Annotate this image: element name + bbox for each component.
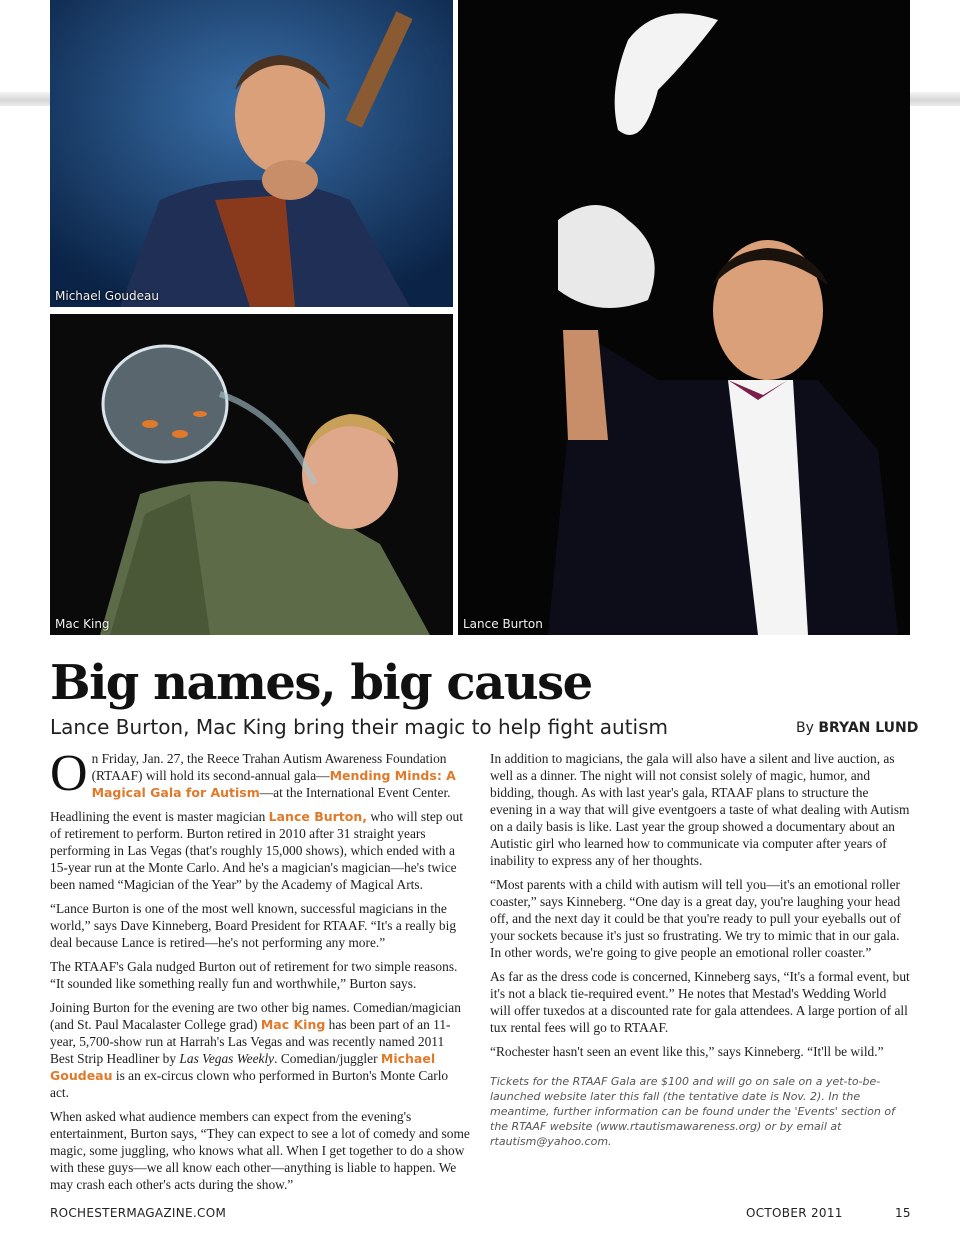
paragraph-2-text-b: who will step out of retirement to perform. Burton retired in 2010 after 31 straight years performing in Las Vegas (that's roughly 15,000 shows), which ended with a 15-year run at the Monte Carlo. And he's a magician's magician—he's twice been named “Magician of the Year” by the Academy of Magical Arts. <box>50 809 463 892</box>
byline-author: BRYAN LUND <box>818 720 919 736</box>
article-column-right <box>490 750 910 1156</box>
photo-caption-goudeau: Michael Goudeau <box>55 289 159 303</box>
article-headline: Big names, big cause <box>50 655 592 711</box>
highlight-lance-burton: Lance Burton, <box>268 809 367 824</box>
highlight-gala-name: Mending Minds: A Magical Gala for Autism <box>91 768 456 800</box>
paragraph-3: “Lance Burton is one of the most well known, successful magicians in the world,” says Dave Kinneberg, Board President for RTAAF. “It's a really big deal because Lance is retired—he's not performing any more.” <box>50 901 457 950</box>
paragraph-9: As far as the dress code is concerned, Kinneberg says, “It's a formal event, but it's not a black tie-required event.” He notes that Mestad's Wedding World will offer tuxedos at a discounted rate for gala attendees. A large portion of all tux rental fees will go to RTAAF. <box>490 969 910 1035</box>
paragraph-4: The RTAAF's Gala nudged Burton out of retirement for two simple reasons. “It sounded like something really fun and worthwhile,” Burton says. <box>50 959 458 991</box>
paragraph-10: “Rochester hasn't seen an event like this,” says Kinneberg. “It'll be wild.” <box>490 1044 884 1059</box>
byline-prefix: By <box>796 720 814 736</box>
paragraph-2-text-a: Headlining the event is master magician <box>50 809 269 824</box>
paragraph-2 <box>50 808 470 893</box>
paragraph-5 <box>50 999 470 1101</box>
page-edge-rail-left <box>0 92 50 106</box>
photo-lance-burton <box>458 0 910 635</box>
photo-mac-king-image <box>50 314 453 635</box>
photo-mac-king <box>50 314 453 635</box>
article-subhead: Lance Burton, Mac King bring their magic to help fight autism <box>50 715 669 739</box>
article-column-left <box>50 745 470 1200</box>
paragraph-5-text-c: . Comedian/juggler <box>274 1051 381 1066</box>
photo-caption-king: Mac King <box>55 617 110 631</box>
paragraph-5-text-a: Joining Burton for the evening are two other big names. Comedian/magician (and St. Paul Macalaster College grad) <box>50 1000 461 1032</box>
paragraph-5-text-b: has been part of an 11-year, 5,700-show run at Harrah's Las Vegas and was recently named 2011 Best Strip Headliner by <box>50 1017 451 1066</box>
photo-lance-burton-image <box>458 0 910 635</box>
paragraph-1-text-a: n Friday, Jan. 27, the Reece Trahan Autism Awareness Foundation (RTAAF) will hold its second-annual gala— <box>91 751 447 783</box>
footer-page-number: 15 <box>895 1206 911 1220</box>
footer-date: OCTOBER 2011 <box>746 1206 843 1220</box>
photo-michael-goudeau <box>50 0 453 307</box>
photo-caption-burton: Lance Burton <box>463 617 543 631</box>
photo-michael-goudeau-image <box>50 0 453 307</box>
article-byline <box>796 718 918 738</box>
ticket-info-note: Tickets for the RTAAF Gala are $100 and will go on sale on a yet-to-be-launched website later this fall (the tentative date is Nov. 2). In the meantime, further information can be found under the 'Events' section of the RTAAF website (www.rtautismawareness.org) or by email at rtautism@yahoo.com. <box>490 1075 895 1148</box>
highlight-mac-king: Mac King <box>260 1017 326 1032</box>
paragraph-1 <box>50 745 470 802</box>
paragraph-6: When asked what audience members can expect from the evening's entertainment, Burton says, “They can expect to see a lot of comedy and some magic, some juggling, who knows what all. When I get together to do a show with these guys—we all know each other—anything is liable to happen. We may crash each other's acts during the show.” <box>50 1109 470 1192</box>
paragraph-7: In addition to magicians, the gala will also have a silent and live auction, as well as a dinner. The night will not consist solely of magic, humor, and bidding, though. As with last year's gala, RTAAF plans to structure the evening in a way that will give eventgoers a taste of what dealing with Autism on a daily basis is like. Last year the group showed a documentary about an Autistic girl who learned how to communicate via computer after years of inability to express any of her thoughts. <box>490 751 910 868</box>
highlight-michael-goudeau: Michael Goudeau <box>50 1051 436 1083</box>
footer-site: ROCHESTERMAGAZINE.COM <box>50 1206 227 1220</box>
paragraph-8: “Most parents with a child with autism will tell you—it's an emotional roller coaster,” says Kinneberg. “One day is a great day, you're laughing your head off, and the next day it could be that you're ready to pull your eyeballs out of your sockets because it's just so frustrating. We try to mimic that in our gala. In other words, we're going to give people an emotional roller coaster.” <box>490 877 901 960</box>
paragraph-5-text-d: is an ex-circus clown who performed in Burton's Monte Carlo act. <box>50 1068 449 1100</box>
publication-name: Las Vegas Weekly <box>179 1051 275 1066</box>
drop-cap: O <box>50 745 88 802</box>
page-edge-rail-right <box>910 92 960 106</box>
paragraph-1-text-b: —at the International Event Center. <box>259 785 451 800</box>
